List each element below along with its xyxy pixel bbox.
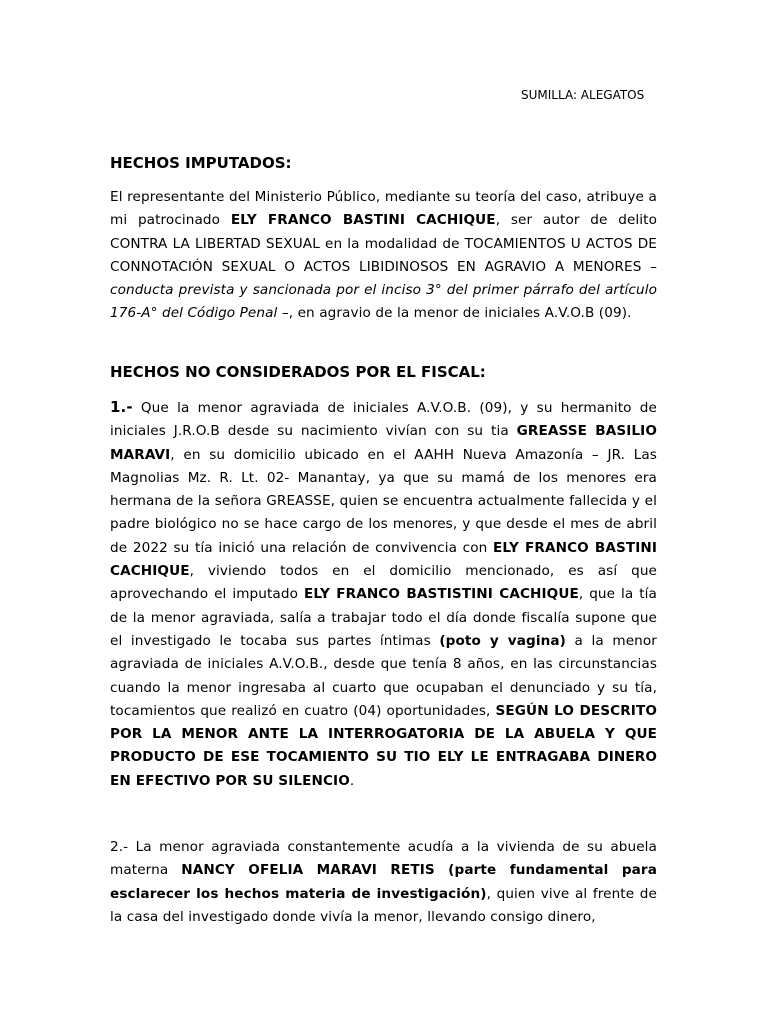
paragraph-hechos-imputados — [110, 186, 657, 326]
text-run: a la menor agraviada de iniciales A.V.O.B., desde que tenía 8 años, en las circunstancias cuando la menor ingresaba al cuarto que ocupaban el denunciado y su tía, tocamientos que realizó en cuatro (04) oportunidades, — [110, 632, 657, 719]
text-run: , viviendo todos en el domicilio mencionado, es así que aprovechando el imputado — [110, 563, 657, 603]
bold-run: SEGÚN LO DESCRITO POR LA MENOR ANTE LA INTERROGATORIA DE LA ABUELA Y QUE PRODUCTO DE ESE TOCAMIENTO SU TIO ELY LE ENTRAGABA DINERO EN EFECTIVO POR SU SILENCIO — [110, 702, 657, 789]
paragraph-hecho-1 — [110, 396, 657, 793]
heading-hechos-imputados: HECHOS IMPUTADOS: — [110, 154, 292, 172]
bold-run: NANCY OFELIA MARAVI RETIS (parte fundamental para esclarecer los hechos materia de investigación) — [110, 862, 657, 902]
text-run: Que la menor agraviada de iniciales A.V.O.B. (09), y su hermanito de iniciales J.R.O.B desde su nacimiento vivían con su tia — [110, 400, 657, 440]
text-run: , quien vive al frente de la casa del investigado donde vivía la menor, llevando consigo dinero, — [110, 885, 657, 925]
text-run: . — [349, 772, 355, 789]
bold-run: ELY FRANCO BASTINI CACHIQUE — [110, 539, 657, 580]
italic-run: conducta prevista y sancionada por el inciso 3° del primer párrafo del artículo 176-A° del Código Penal — [110, 282, 657, 322]
bold-run: GREASSE BASILIO MARAVI — [110, 423, 657, 463]
text-run: 2.- La menor agraviada constantemente acudía a la vivienda de su abuela materna — [110, 839, 657, 879]
text-run: , en su domicilio ubicado en el AAHH Nueva Amazonía – JR. Las Magnolias Mz. R. Lt. 02- Manantay, ya que su mamá de los menores era hermana de la señora GREASSE, quien se encuentra actualmente fallecida y el padre biológico no se hace cargo de los menores, y que desde el mes de abril de 2022 su tía inició una relación de convivencia con — [110, 446, 657, 556]
bold-run: ELY FRANCO BASTISTINI CACHIQUE — [303, 586, 579, 603]
bold-run: ELY FRANCO BASTINI CACHIQUE — [230, 212, 496, 229]
bold-run: (poto y vagina) — [439, 632, 566, 649]
text-run: –, en agravio de la menor de iniciales A.V.O.B (09). — [277, 305, 632, 322]
text-run: El representante del Ministerio Público, mediante su teoría del caso, atribuye a mi patrocinado — [110, 189, 657, 229]
heading-hechos-no-considerados: HECHOS NO CONSIDERADOS POR EL FISCAL: — [110, 363, 486, 381]
text-run: , que la tía de la menor agraviada, salía a trabajar todo el día donde fiscalía supone que el investigado le tocaba sus partes íntimas — [110, 586, 657, 649]
item-number: 1.- — [110, 398, 133, 416]
sumilla-label: SUMILLA: ALEGATOS — [521, 88, 645, 102]
paragraph-hecho-2 — [110, 836, 657, 929]
text-run: , ser autor de delito CONTRA LA LIBERTAD SEXUAL en la modalidad de TOCAMIENTOS U ACTOS DE CONNOTACIÓN SEXUAL O ACTOS LIBIDINOSOS EN AGRAVIO A MENORES – — [110, 212, 658, 275]
